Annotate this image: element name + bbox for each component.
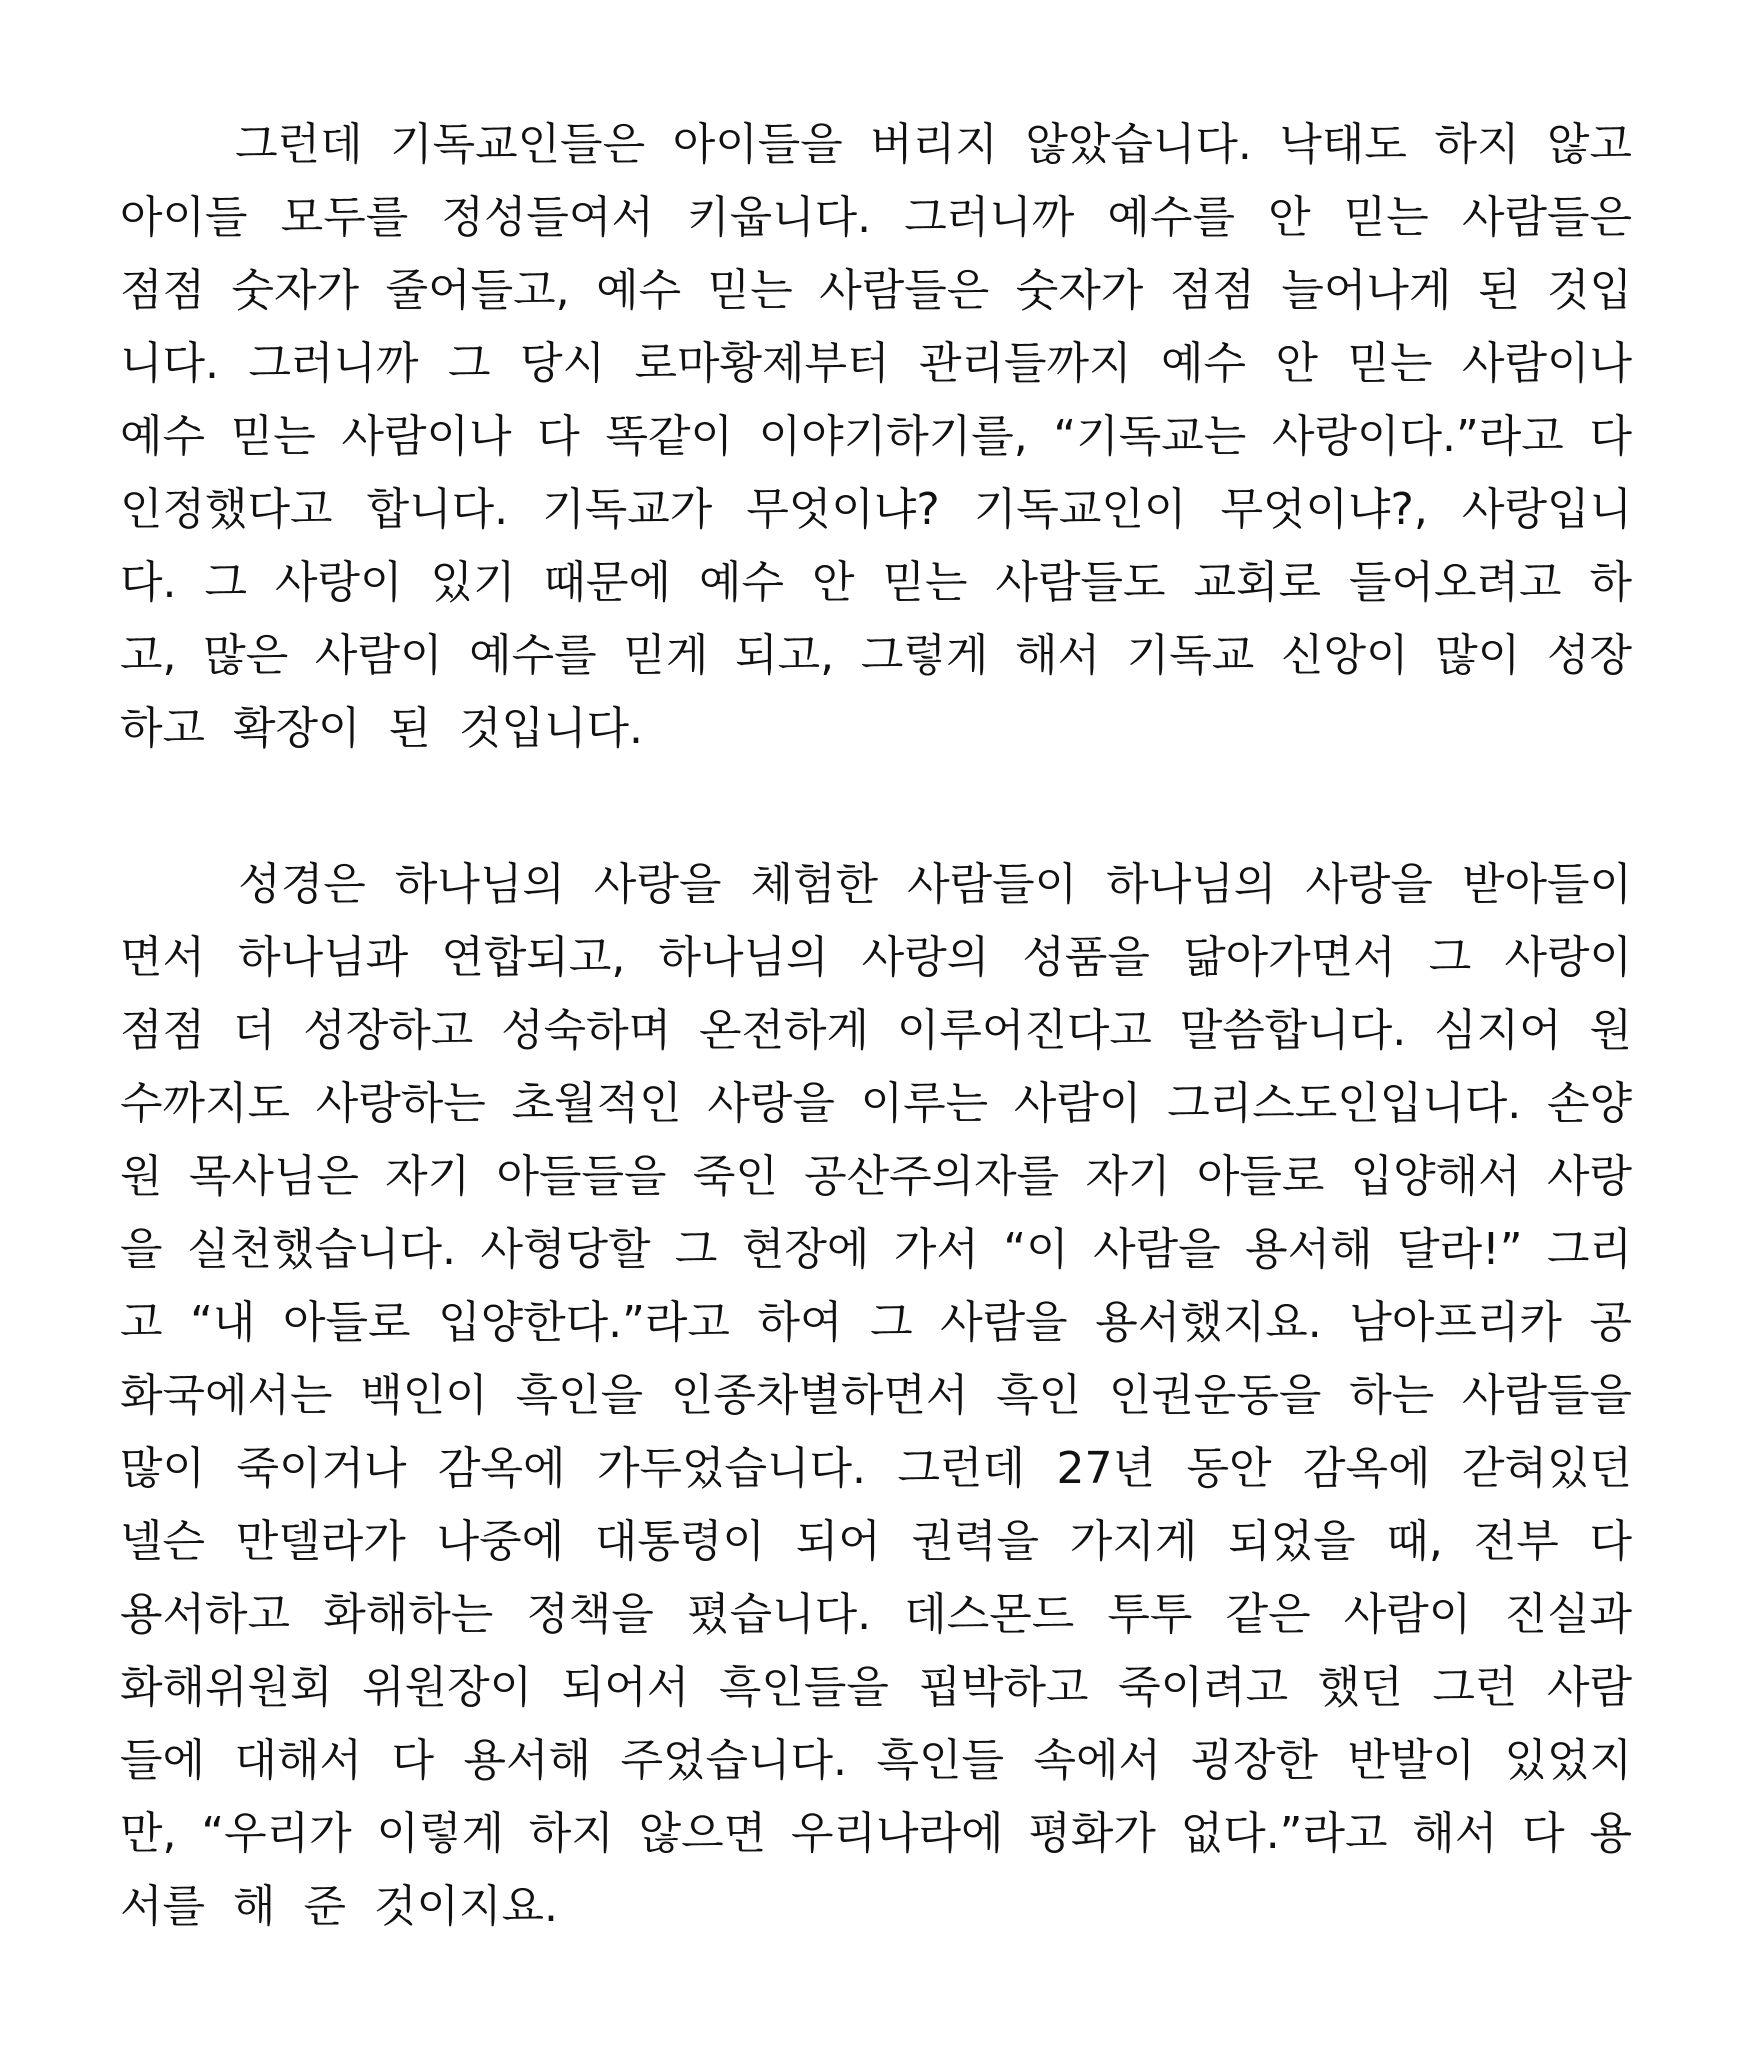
text-line: 점점 숫자가 줄어들고, 예수 믿는 사람들은 숫자가 점점 늘어나게 된 것입 bbox=[120, 265, 1632, 316]
text-line: 니다. 그러니까 그 당시 로마황제부터 관리들까지 예수 안 믿는 사람이나 bbox=[120, 338, 1632, 389]
text-line: 수까지도 사랑하는 초월적인 사랑을 이루는 사람이 그리스도인입니다. 손양 bbox=[120, 1078, 1632, 1129]
text-line: 을 실천했습니다. 사형당할 그 현장에 가서 “이 사람을 용서해 달라!” 그리 bbox=[120, 1224, 1633, 1275]
text-line: 점점 더 성장하고 성숙하며 온전하게 이루어진다고 말씀합니다. 심지어 원 bbox=[120, 1005, 1632, 1056]
text-line: 화해위원회 위원장이 되어서 흑인들을 핍박하고 죽이려고 했던 그런 사람 bbox=[120, 1662, 1632, 1713]
paragraph-forgiveness bbox=[120, 848, 1632, 1943]
text-line: 많이 죽이거나 감옥에 가두었습니다. 그런데 27년 동안 감옥에 갇혀있던 bbox=[120, 1443, 1632, 1494]
text-line: 고, 많은 사람이 예수를 믿게 되고, 그렇게 해서 기독교 신앙이 많이 성장 bbox=[120, 630, 1632, 681]
text-line: 용서하고 화해하는 정책을 폈습니다. 데스몬드 투투 같은 사람이 진실과 bbox=[120, 1589, 1632, 1640]
text-line: 인정했다고 합니다. 기독교가 무엇이냐? 기독교인이 무엇이냐?, 사랑입니 bbox=[120, 484, 1632, 535]
text-line: 화국에서는 백인이 흑인을 인종차별하면서 흑인 인권운동을 하는 사람들을 bbox=[120, 1370, 1632, 1421]
text-line: 원 목사님은 자기 아들들을 죽인 공산주의자를 자기 아들로 입양해서 사랑 bbox=[120, 1151, 1632, 1202]
text-line: 서를 해 준 것이지요. bbox=[120, 1881, 558, 1932]
text-line: 예수 믿는 사람이나 다 똑같이 이야기하기를, “기독교는 사랑이다.”라고 다 bbox=[120, 411, 1632, 462]
paragraph-christian-love bbox=[120, 108, 1632, 765]
text-line: 그런데 기독교인들은 아이들을 버리지 않았습니다. 낙태도 하지 않고 bbox=[120, 119, 1632, 170]
text-line: 들에 대해서 다 용서해 주었습니다. 흑인들 속에서 굉장한 반발이 있었지 bbox=[120, 1735, 1632, 1786]
text-line: 성경은 하나님의 사랑을 체험한 사람들이 하나님의 사랑을 받아들이 bbox=[120, 859, 1632, 910]
text-line: 면서 하나님과 연합되고, 하나님의 사랑의 성품을 닮아가면서 그 사랑이 bbox=[120, 932, 1632, 983]
text-line: 넬슨 만델라가 나중에 대통령이 되어 권력을 가지게 되었을 때, 전부 다 bbox=[120, 1516, 1632, 1567]
text-line: 고 “내 아들로 입양한다.”라고 하여 그 사람을 용서했지요. 남아프리카 공 bbox=[120, 1297, 1632, 1348]
text-line: 다. 그 사랑이 있기 때문에 예수 안 믿는 사람들도 교회로 들어오려고 하 bbox=[120, 557, 1632, 608]
text-line: 만, “우리가 이렇게 하지 않으면 우리나라에 평화가 없다.”라고 해서 다 용 bbox=[120, 1808, 1632, 1859]
text-line: 하고 확장이 된 것입니다. bbox=[120, 703, 643, 754]
text-line: 아이들 모두를 정성들여서 키웁니다. 그러니까 예수를 안 믿는 사람들은 bbox=[120, 192, 1632, 243]
